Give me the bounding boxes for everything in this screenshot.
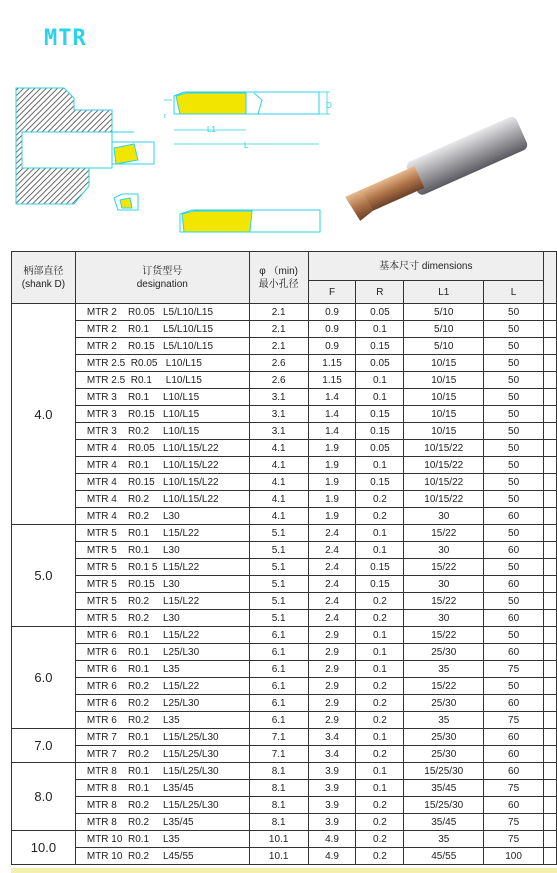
r-cell: 0.15 [356,406,404,423]
l-cell: 75 [484,712,544,729]
phi-min-cell: 10.1 [249,831,308,848]
r-cell: 0.1 [356,372,404,389]
r-cell: 0.05 [356,355,404,372]
phi-min-cell: 5.1 [249,576,308,593]
designation-cell: MTR 10 R0.2 L45/55 [75,848,249,865]
l-cell: 50 [484,525,544,542]
f-cell: 3.4 [308,746,356,763]
overflow-cell [543,797,556,814]
overflow-cell [543,304,556,321]
f-cell: 3.9 [308,797,356,814]
dim-L1-label: L1 [207,125,216,134]
r-cell: 0.1 [356,389,404,406]
designation-cell: MTR 8 R0.2 L15/L25/L30 [75,797,249,814]
phi-min-cell: 2.1 [249,338,308,355]
f-cell: 2.9 [308,661,356,678]
designation-cell: MTR 7 R0.2 L15/L25/L30 [75,746,249,763]
overflow-cell [543,559,556,576]
table-row [12,474,557,491]
phi-min-cell: 5.1 [249,593,308,610]
designation-cell: MTR 6 R0.1 L35 [75,661,249,678]
table-row [12,729,557,746]
table-row [12,576,557,593]
overflow-cell [543,491,556,508]
r-cell: 0.1 [356,457,404,474]
phi-min-cell: 5.1 [249,525,308,542]
tool-technical-drawing [14,86,339,236]
phi-min-cell: 2.6 [249,355,308,372]
phi-min-cell: 5.1 [249,559,308,576]
overflow-cell [543,474,556,491]
phi-min-cell: 6.1 [249,695,308,712]
overflow-cell [543,423,556,440]
table-row [12,389,557,406]
overflow-cell [543,593,556,610]
phi-min-cell: 3.1 [249,406,308,423]
designation-cell: MTR 6 R0.2 L15/L22 [75,678,249,695]
dim-R-label: r [164,113,167,120]
l-cell: 60 [484,763,544,780]
designation-cell: MTR 8 R0.2 L35/45 [75,814,249,831]
table-row [12,338,557,355]
r-cell: 0.2 [356,797,404,814]
f-cell: 1.9 [308,491,356,508]
table-row [12,780,557,797]
designation-cell: MTR 10 R0.1 L35 [75,831,249,848]
l1-cell: 25/30 [404,729,484,746]
r-cell: 0.15 [356,576,404,593]
f-cell: 0.9 [308,338,356,355]
header-R: R [356,281,404,304]
l-cell: 50 [484,627,544,644]
table-row [12,763,557,780]
f-cell: 1.15 [308,372,356,389]
overflow-cell [543,525,556,542]
designation-cell: MTR 4 R0.1 L10/L15/L22 [75,457,249,474]
designation-cell: MTR 8 R0.1 L35/45 [75,780,249,797]
f-cell: 0.9 [308,304,356,321]
r-cell: 0.1 [356,644,404,661]
f-cell: 2.4 [308,559,356,576]
phi-min-cell: 6.1 [249,678,308,695]
l1-cell: 30 [404,610,484,627]
l1-cell: 5/10 [404,304,484,321]
f-cell: 3.9 [308,763,356,780]
overflow-cell [543,406,556,423]
l1-cell: 15/25/30 [404,763,484,780]
table-row [12,661,557,678]
r-cell: 0.1 [356,627,404,644]
overflow-cell [543,508,556,525]
f-cell: 1.15 [308,355,356,372]
l1-cell: 5/10 [404,321,484,338]
phi-min-cell: 7.1 [249,746,308,763]
phi-min-cell: 6.1 [249,644,308,661]
overflow-cell [543,729,556,746]
r-cell: 0.15 [356,338,404,355]
designation-cell: MTR 2 R0.1 L5/L10/L15 [75,321,249,338]
table-row [12,542,557,559]
r-cell: 0.2 [356,831,404,848]
header-shank: 柄部直径 (shank D) [12,252,76,304]
table-row [12,525,557,542]
l-cell: 50 [484,440,544,457]
f-cell: 1.9 [308,474,356,491]
header-dimensions: 基本尺寸 dimensions [308,252,543,281]
shank-diameter-cell: 4.0 [12,304,76,525]
table-row [12,559,557,576]
l-cell: 60 [484,797,544,814]
l1-cell: 30 [404,508,484,525]
l-cell: 50 [484,372,544,389]
f-cell: 4.9 [308,831,356,848]
l1-cell: 25/30 [404,644,484,661]
f-cell: 0.9 [308,321,356,338]
shank-diameter-cell: 5.0 [12,525,76,627]
designation-cell: MTR 5 R0.1 L30 [75,542,249,559]
f-cell: 2.9 [308,678,356,695]
f-cell: 2.4 [308,610,356,627]
table-row [12,423,557,440]
r-cell: 0.2 [356,848,404,865]
designation-cell: MTR 8 R0.1 L15/L25/L30 [75,763,249,780]
l1-cell: 45/55 [404,848,484,865]
overflow-cell [543,848,556,865]
table-row [12,712,557,729]
l1-cell: 15/22 [404,525,484,542]
l-cell: 50 [484,389,544,406]
r-cell: 0.05 [356,304,404,321]
table-row [12,695,557,712]
phi-min-cell: 8.1 [249,763,308,780]
l-cell: 50 [484,678,544,695]
l1-cell: 5/10 [404,338,484,355]
r-cell: 0.2 [356,610,404,627]
phi-min-cell: 8.1 [249,814,308,831]
r-cell: 0.1 [356,763,404,780]
overflow-cell [543,746,556,763]
table-row [12,746,557,763]
l-cell: 50 [484,321,544,338]
l1-cell: 15/22 [404,678,484,695]
l-cell: 60 [484,746,544,763]
f-cell: 4.9 [308,848,356,865]
r-cell: 0.2 [356,678,404,695]
header-L1: L1 [404,281,484,304]
phi-min-cell: 5.1 [249,610,308,627]
l-cell: 50 [484,406,544,423]
overflow-cell [543,763,556,780]
f-cell: 1.9 [308,457,356,474]
l1-cell: 10/15 [404,423,484,440]
l-cell: 100 [484,848,544,865]
dim-D-label: D [326,101,332,110]
r-cell: 0.2 [356,491,404,508]
l1-cell: 10/15 [404,355,484,372]
l-cell: 75 [484,831,544,848]
l1-cell: 35/45 [404,814,484,831]
designation-cell: MTR 4 R0.15 L10/L15/L22 [75,474,249,491]
r-cell: 0.15 [356,423,404,440]
l-cell: 50 [484,559,544,576]
l1-cell: 10/15 [404,406,484,423]
page-title: MTR [44,26,87,51]
f-cell: 1.4 [308,389,356,406]
table-row [12,457,557,474]
r-cell: 0.1 [356,525,404,542]
l-cell: 50 [484,355,544,372]
table-row [12,627,557,644]
f-cell: 1.9 [308,508,356,525]
designation-cell: MTR 2 R0.05 L5/L10/L15 [75,304,249,321]
overflow-cell [543,372,556,389]
designation-cell: MTR 3 R0.2 L10/L15 [75,423,249,440]
l-cell: 50 [484,423,544,440]
designation-cell: MTR 6 R0.2 L35 [75,712,249,729]
phi-min-cell: 8.1 [249,780,308,797]
designation-cell: MTR 6 R0.1 L15/L22 [75,627,249,644]
phi-min-cell: 4.1 [249,440,308,457]
f-cell: 2.4 [308,542,356,559]
overflow-cell [543,542,556,559]
table-row [12,406,557,423]
f-cell: 1.9 [308,440,356,457]
bottom-strip [11,868,557,873]
table-row [12,610,557,627]
overflow-cell [543,678,556,695]
shank-diameter-cell: 7.0 [12,729,76,763]
l1-cell: 15/22 [404,627,484,644]
designation-cell: MTR 5 R0.1 5 L15/L22 [75,559,249,576]
l1-cell: 35 [404,831,484,848]
designation-cell: MTR 5 R0.1 L15/L22 [75,525,249,542]
r-cell: 0.1 [356,542,404,559]
designation-cell: MTR 5 R0.15 L30 [75,576,249,593]
l1-cell: 10/15/22 [404,474,484,491]
l1-cell: 35 [404,712,484,729]
designation-cell: MTR 2.5 R0.1 L10/L15 [75,372,249,389]
overflow-cell [543,780,556,797]
l-cell: 75 [484,814,544,831]
phi-min-cell: 4.1 [249,491,308,508]
l1-cell: 25/30 [404,695,484,712]
designation-cell: MTR 3 R0.15 L10/L15 [75,406,249,423]
table-row [12,831,557,848]
l1-cell: 10/15/22 [404,457,484,474]
overflow-cell [543,338,556,355]
overflow-cell [543,695,556,712]
designation-cell: MTR 4 R0.2 L10/L15/L22 [75,491,249,508]
overflow-cell [543,321,556,338]
table-row [12,372,557,389]
l1-cell: 35/45 [404,780,484,797]
r-cell: 0.2 [356,508,404,525]
designation-cell: MTR 2.5 R0.05 L10/L15 [75,355,249,372]
dim-L-label: L [244,141,249,150]
table-row [12,321,557,338]
l-cell: 50 [484,457,544,474]
overflow-cell [543,644,556,661]
f-cell: 2.4 [308,525,356,542]
overflow-cell [543,627,556,644]
f-cell: 2.4 [308,593,356,610]
l-cell: 75 [484,780,544,797]
table-row [12,440,557,457]
l1-cell: 15/22 [404,593,484,610]
shank-diameter-cell: 8.0 [12,763,76,831]
overflow-cell [543,814,556,831]
header-overflow-column [543,252,556,304]
overflow-cell [543,610,556,627]
f-cell: 3.9 [308,814,356,831]
overflow-cell [543,576,556,593]
phi-min-cell: 8.1 [249,797,308,814]
table-row [12,814,557,831]
phi-min-cell: 5.1 [249,542,308,559]
designation-cell: MTR 2 R0.15 L5/L10/L15 [75,338,249,355]
l-cell: 50 [484,338,544,355]
designation-cell: MTR 4 R0.2 L30 [75,508,249,525]
table-row [12,491,557,508]
f-cell: 2.9 [308,712,356,729]
phi-min-cell: 6.1 [249,712,308,729]
f-cell: 2.9 [308,695,356,712]
phi-min-cell: 2.1 [249,304,308,321]
table-row [12,355,557,372]
header-L: L [484,281,544,304]
l1-cell: 15/25/30 [404,797,484,814]
phi-min-cell: 3.1 [249,389,308,406]
f-cell: 2.9 [308,627,356,644]
header-designation: 订货型号 designation [75,252,249,304]
l1-cell: 10/15 [404,372,484,389]
l1-cell: 15/22 [404,559,484,576]
designation-cell: MTR 5 R0.2 L30 [75,610,249,627]
shank-diameter-cell: 6.0 [12,627,76,729]
designation-cell: MTR 4 R0.05 L10/L15/L22 [75,440,249,457]
designation-cell: MTR 5 R0.2 L15/L22 [75,593,249,610]
header-row-1 [12,252,557,281]
f-cell: 3.9 [308,780,356,797]
l-cell: 60 [484,695,544,712]
l1-cell: 10/15/22 [404,440,484,457]
l-cell: 50 [484,491,544,508]
overflow-cell [543,389,556,406]
designation-cell: MTR 3 R0.1 L10/L15 [75,389,249,406]
f-cell: 1.4 [308,406,356,423]
r-cell: 0.1 [356,729,404,746]
l-cell: 60 [484,644,544,661]
overflow-cell [543,355,556,372]
l-cell: 60 [484,610,544,627]
designation-cell: MTR 7 R0.1 L15/L25/L30 [75,729,249,746]
l1-cell: 30 [404,542,484,559]
f-cell: 2.4 [308,576,356,593]
f-cell: 2.9 [308,644,356,661]
header-phi-min: φ （min) 最小孔径 [249,252,308,304]
phi-min-cell: 2.1 [249,321,308,338]
r-cell: 0.05 [356,440,404,457]
r-cell: 0.2 [356,695,404,712]
f-cell: 3.4 [308,729,356,746]
tool-product-photo [340,100,530,235]
shank-diameter-cell: 10.0 [12,831,76,865]
table-row [12,508,557,525]
r-cell: 0.1 [356,661,404,678]
phi-min-cell: 7.1 [249,729,308,746]
l1-cell: 10/15/22 [404,491,484,508]
phi-min-cell: 4.1 [249,508,308,525]
header-F: F [308,281,356,304]
r-cell: 0.2 [356,746,404,763]
designation-cell: MTR 6 R0.1 L25/L30 [75,644,249,661]
spec-table [11,251,557,865]
l-cell: 60 [484,542,544,559]
phi-min-cell: 4.1 [249,457,308,474]
table-row [12,304,557,321]
r-cell: 0.15 [356,559,404,576]
phi-min-cell: 3.1 [249,423,308,440]
l1-cell: 25/30 [404,746,484,763]
overflow-cell [543,831,556,848]
phi-min-cell: 6.1 [249,627,308,644]
table-row [12,848,557,865]
table-row [12,644,557,661]
overflow-cell [543,457,556,474]
f-cell: 1.4 [308,423,356,440]
l-cell: 50 [484,593,544,610]
r-cell: 0.15 [356,474,404,491]
overflow-cell [543,440,556,457]
phi-min-cell: 4.1 [249,474,308,491]
l-cell: 60 [484,576,544,593]
table-row [12,593,557,610]
overflow-cell [543,661,556,678]
r-cell: 0.2 [356,814,404,831]
phi-min-cell: 2.6 [249,372,308,389]
l-cell: 50 [484,304,544,321]
phi-min-cell: 6.1 [249,661,308,678]
r-cell: 0.2 [356,712,404,729]
l-cell: 75 [484,661,544,678]
r-cell: 0.2 [356,593,404,610]
overflow-cell [543,712,556,729]
l1-cell: 30 [404,576,484,593]
l-cell: 60 [484,729,544,746]
phi-min-cell: 10.1 [249,848,308,865]
l1-cell: 10/15 [404,389,484,406]
l-cell: 50 [484,474,544,491]
table-row [12,678,557,695]
table-row [12,797,557,814]
l1-cell: 35 [404,661,484,678]
r-cell: 0.1 [356,780,404,797]
r-cell: 0.1 [356,321,404,338]
l-cell: 60 [484,508,544,525]
designation-cell: MTR 6 R0.2 L25/L30 [75,695,249,712]
